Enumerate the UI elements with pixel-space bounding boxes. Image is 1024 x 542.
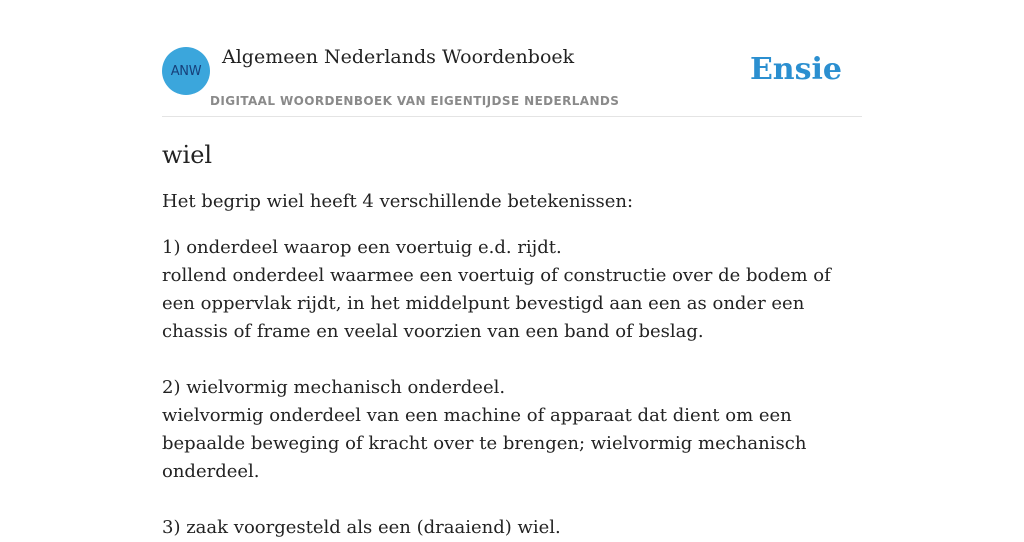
meaning-item xyxy=(162,374,862,486)
site-header xyxy=(162,40,862,117)
entry-content xyxy=(162,136,862,542)
meaning-item xyxy=(162,514,862,542)
meaning-description: wielvormig onderdeel van een machine of apparaat dat dient om een bepaalde beweging of kracht over te brengen; wielvormig mechanisch onderdeel. xyxy=(162,405,807,482)
meaning-description: rollend onderdeel waarmee een voertuig of constructie over de bodem of een oppervlak rijdt, in het middelpunt bevestigd aan een as onder een chassis of frame en veelal voorzien van een band of beslag. xyxy=(162,265,831,342)
headword: wiel xyxy=(162,141,213,169)
entry-intro: Het begrip wiel heeft 4 verschillende betekenissen: xyxy=(162,191,634,212)
meaning-item xyxy=(162,234,862,346)
meaning-title: 1) onderdeel waarop een voertuig e.d. rijdt. xyxy=(162,237,562,258)
anw-logo[interactable]: ANW xyxy=(162,47,210,95)
site-subtitle: DIGITAAL WOORDENBOEK VAN EIGENTIJDSE NEDERLANDS xyxy=(210,94,620,108)
meaning-title: 3) zaak voorgesteld als een (draaiend) wiel. xyxy=(162,517,561,538)
site-title[interactable]: Algemeen Nederlands Woordenboek xyxy=(222,46,575,68)
meaning-title: 2) wielvormig mechanisch onderdeel. xyxy=(162,377,506,398)
ensie-brand-link[interactable]: Ensie xyxy=(749,52,842,87)
